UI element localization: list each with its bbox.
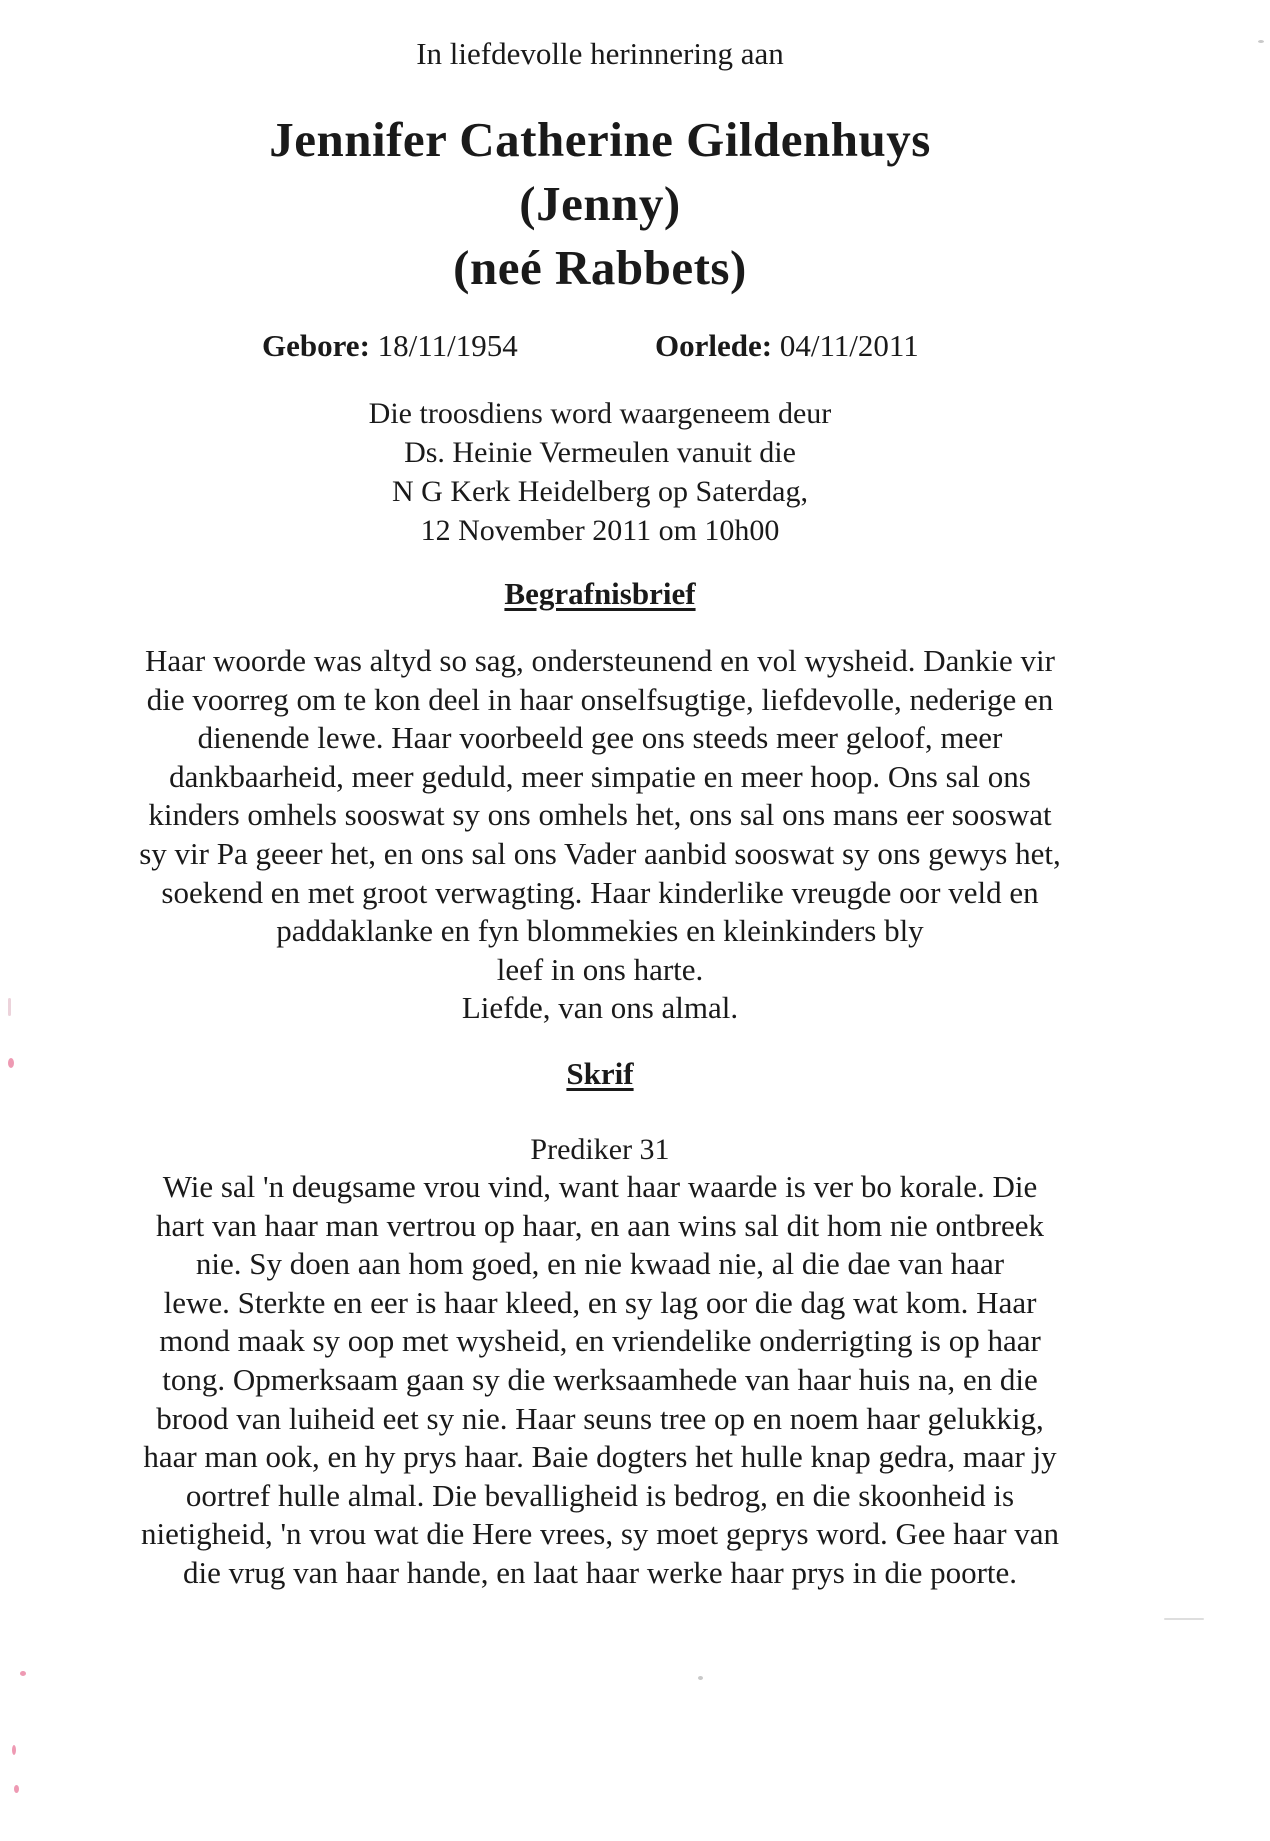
edge-mark [14,1785,19,1793]
edge-mark [20,1671,26,1676]
edge-speck [1258,40,1264,43]
letter-line: paddaklanke en fyn blommekies en kleinkinders bly [276,913,924,949]
birth-date [262,326,518,366]
letter-line: sy vir Pa geeer het, en ons sal ons Vader aanbid sooswat sy ons gewys het, [139,835,1061,871]
scripture-line: Wie sal 'n deugsame vrou vind, want haar waarde is ver bo korale. Die [162,1169,1038,1204]
scripture-line: nie. Sy doen aan hom goed, en nie kwaad nie, al die dae van haar [195,1246,1005,1282]
scripture-line: hart van haar man vertrou op haar, en aan wins sal dit hom nie ontbreek [156,1207,1044,1243]
death-date [655,326,919,366]
scripture-line: mond maak sy oop met wysheid, en vriendelike onderrigting is op haar [159,1323,1041,1359]
scripture-passage [100,1168,1100,1593]
death-value: 04/11/2011 [779,328,919,363]
letter-line: Haar woorde was altyd so sag, ondersteunend en vol wysheid. Dankie vir [145,643,1055,678]
letter-signoff: Liefde, van ons almal. [461,990,739,1026]
funeral-letter [100,642,1100,1028]
scripture-line: lewe. Sterkte en eer is haar kleed, en sy lag oor die dag wat kom. Haar [163,1284,1037,1320]
service-line: Ds. Heinie Vermeulen vanuit die [404,436,796,469]
deceased-name-block [100,108,1100,300]
letter-line: soekend en met groot verwagting. Haar kinderlike vreugde oor veld en [161,874,1039,910]
nickname: (Jenny) [519,176,681,231]
edge-mark [8,1058,14,1068]
scripture-line: tong. Opmerksaam gaan sy die werksaamhede van haar huis na, en die [162,1361,1038,1397]
full-name: Jennifer Catherine Gildenhuys [269,112,931,167]
scripture-line: brood van luiheid eet sy nie. Haar seuns tree op en noem haar gelukkig, [156,1400,1044,1436]
birth-label: Gebore: [262,328,370,363]
scripture-line: nietigheid, 'n vrou wat die Here vrees, sy moet geprys word. Gee haar van [140,1516,1060,1552]
letter-heading: Begrafnisbrief [504,576,696,611]
service-details [100,394,1100,550]
birth-value: 18/11/1954 [377,328,518,363]
death-label: Oorlede: [655,328,773,363]
scripture-line: haar man ook, en hy prys haar. Baie dogters het hulle knap gedra, maar jy [143,1439,1057,1475]
service-line: N G Kerk Heidelberg op Saterdag, [392,475,808,508]
service-line: 12 November 2011 om 10h00 [420,514,780,547]
letter-line: dienende lewe. Haar voorbeeld gee ons steeds meer geloof, meer [197,720,1003,756]
scripture-heading: Skrif [566,1056,634,1091]
edge-speck [698,1676,703,1680]
edge-speck [1164,1618,1204,1620]
letter-line: leef in ons harte. [496,951,704,987]
maiden-name: (neé Rabbets) [453,240,747,295]
scripture-line: oortref hulle almal. Die bevalligheid is bedrog, en die skoonheid is [185,1477,1015,1513]
letter-line: kinders omhels sooswat sy ons omhels het, ons sal ons mans eer sooswat [148,797,1052,833]
service-line: Die troosdiens word waargeneem deur [368,397,832,430]
edge-speck [8,998,11,1016]
scripture-line: die vrug van haar hande, en laat haar werke haar prys in die poorte. [182,1554,1018,1590]
intro-line: In liefdevolle herinnering aan [416,36,784,71]
letter-line: dankbaarheid, meer geduld, meer simpatie en meer hoop. Ons sal ons [169,758,1031,794]
scripture-reference: Prediker 31 [530,1133,670,1166]
edge-mark [12,1745,16,1755]
letter-line: die voorreg om te kon deel in haar onselfsugtige, liefdevolle, nederige en [146,681,1054,717]
